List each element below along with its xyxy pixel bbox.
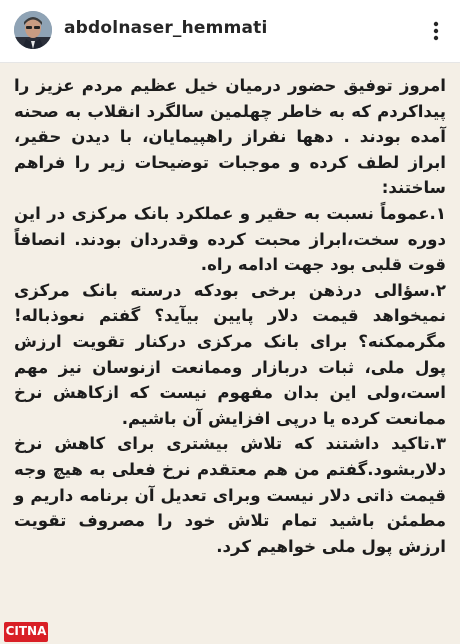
post-text xyxy=(14,73,446,559)
profile-photo xyxy=(14,11,52,49)
post-paragraph-2: ۲.سؤالی درذهن برخی بودکه درسته بانک مرکزی نمیخواهد قیمت دلار پایین بیآید؟ گفتم نعوذباله! مگرممکنه؟ برای بانک مرکزی درکنار تقویت ارزش پول ملی، ثبات دربازار وممانعت ازنوسان نیز مهم است،ولی این بدان مفهوم نیست که ازکاهش نرخ ممانعت کرده یا درپی افزایش آن باشیم. xyxy=(14,280,446,428)
avatar[interactable] xyxy=(14,11,52,49)
post-paragraph-3: ۳.تاکید داشتند که تلاش بیشتری برای کاهش نرخ دلاربشود.گفتم من هم معتقدم نرخ فعلی به هیچ وجه قیمت ذاتی دلار نیست وبرای تعدیل آن برنامه داریم و مطمئن باشید تمام تلاش خود را مصروف تقویت ارزش پول ملی خواهیم کرد. xyxy=(14,434,446,556)
post-header xyxy=(0,0,460,63)
watermark-logo xyxy=(4,622,48,642)
post-paragraph-intro: امروز توفیق حضور درمیان خیل عظیم مردم عزیز را پیداکردم که به خاطر چهلمین سالگرد انقلاب به صحنه آمده بودند . دهها نفراز راهپیمایان، با دیدن حقیر، ابراز لطف کرده و موجبات توضیحات زیر را فراهم ساختند: xyxy=(14,76,446,198)
vertical-dots-icon[interactable] xyxy=(424,20,448,42)
username[interactable]: abdolnaser_hemmati xyxy=(64,18,268,38)
post-paragraph-1: ۱.عموماً نسبت به حقیر و عملکرد بانک مرکزی در این دوره سخت،ابراز محبت کرده وقدردان بودند. انصافاً قوت قلبی بود جهت ادامه راه. xyxy=(14,203,446,275)
post-image xyxy=(0,63,460,644)
watermark-text: CITNA xyxy=(5,624,47,638)
